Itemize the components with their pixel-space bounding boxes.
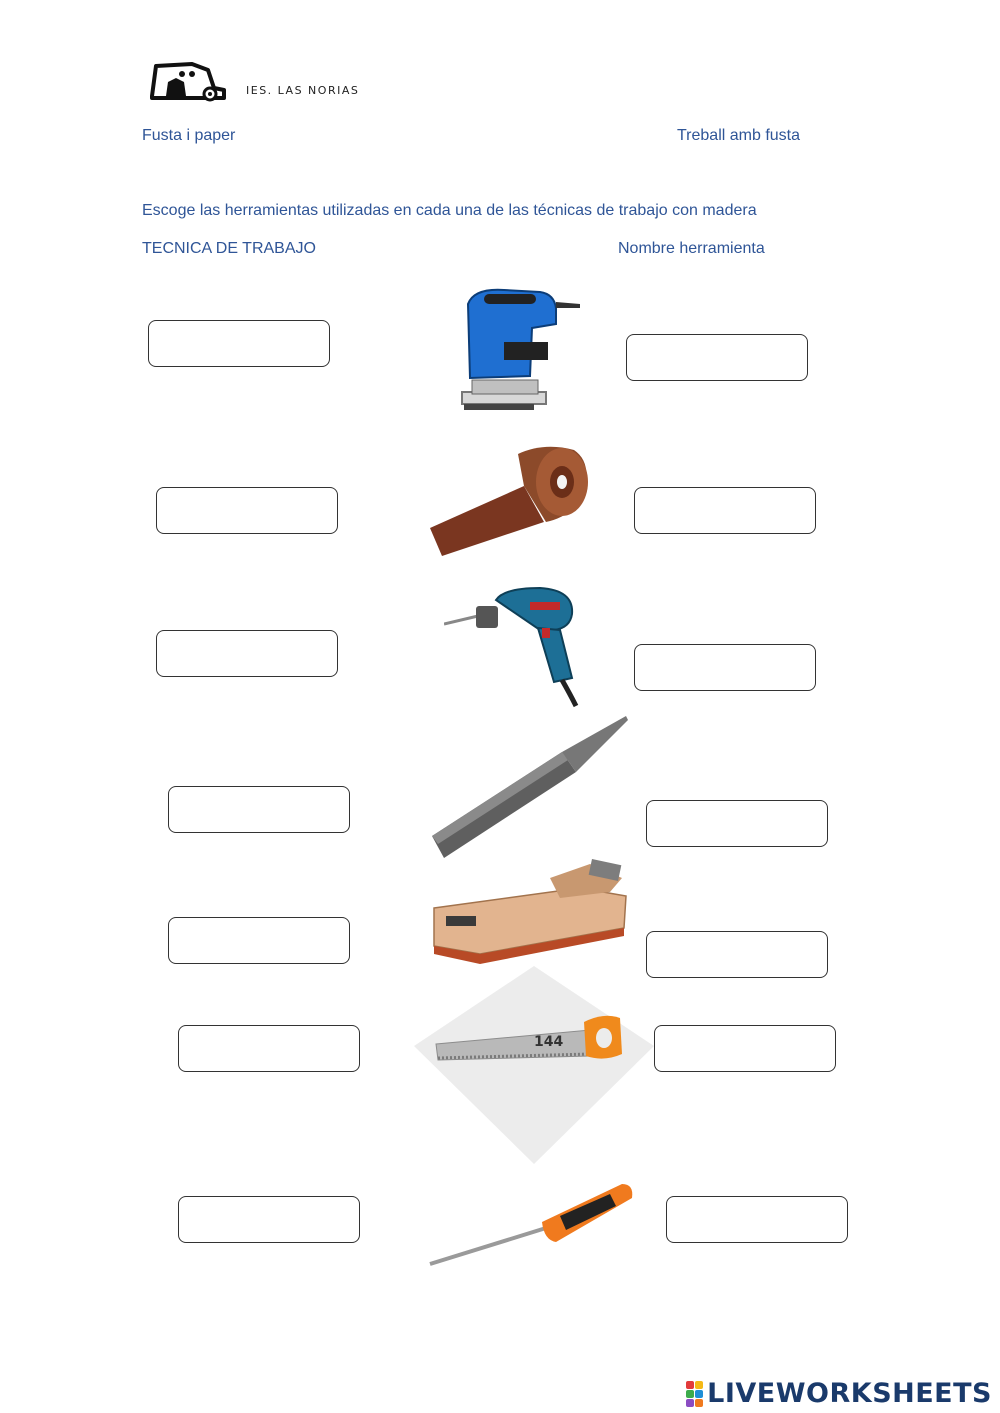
- unit-label: Treball amb fusta: [677, 127, 801, 144]
- tool-name-input-2[interactable]: [634, 487, 816, 534]
- school-name: IES. LAS NORIAS: [246, 84, 360, 97]
- tool-name-input-4[interactable]: [646, 800, 828, 847]
- tool-name-input-5[interactable]: [646, 931, 828, 978]
- technique-input-4[interactable]: [168, 786, 350, 833]
- hand-saw-icon: [414, 966, 654, 1164]
- column-header-tool-name: Nombre herramienta: [618, 240, 765, 257]
- technique-input-1[interactable]: [148, 320, 330, 367]
- tool-name-input-7[interactable]: [666, 1196, 848, 1243]
- tool-name-input-1[interactable]: [626, 334, 808, 381]
- school-logo-icon: [148, 60, 228, 104]
- tool-name-input-3[interactable]: [634, 644, 816, 691]
- technique-input-3[interactable]: [156, 630, 338, 677]
- tool-name-input-6[interactable]: [654, 1025, 836, 1072]
- technique-input-5[interactable]: [168, 917, 350, 964]
- saw-label: 144: [534, 1034, 564, 1050]
- technique-input-2[interactable]: [156, 487, 338, 534]
- instructions-text: Escoge las herramientas utilizadas en cada una de las técnicas de trabajo con madera: [142, 202, 757, 219]
- technique-input-7[interactable]: [178, 1196, 360, 1243]
- file-rasp-icon: [430, 712, 630, 862]
- brand-text: LIVEWORKSHEETS: [707, 1378, 992, 1409]
- column-header-technique: TECNICA DE TRABAJO: [142, 240, 316, 257]
- electric-drill-icon: [444, 584, 584, 710]
- liveworksheets-logo-icon: [686, 1381, 703, 1407]
- liveworksheets-brand: [686, 1380, 992, 1407]
- jigsaw-icon: [444, 284, 584, 416]
- screwdriver-icon: [426, 1176, 636, 1272]
- subject-label: Fusta i paper: [142, 127, 236, 144]
- technique-input-6[interactable]: [178, 1025, 360, 1072]
- sandpaper-roll-icon: [424, 442, 594, 558]
- wood-plane-icon: [430, 858, 630, 968]
